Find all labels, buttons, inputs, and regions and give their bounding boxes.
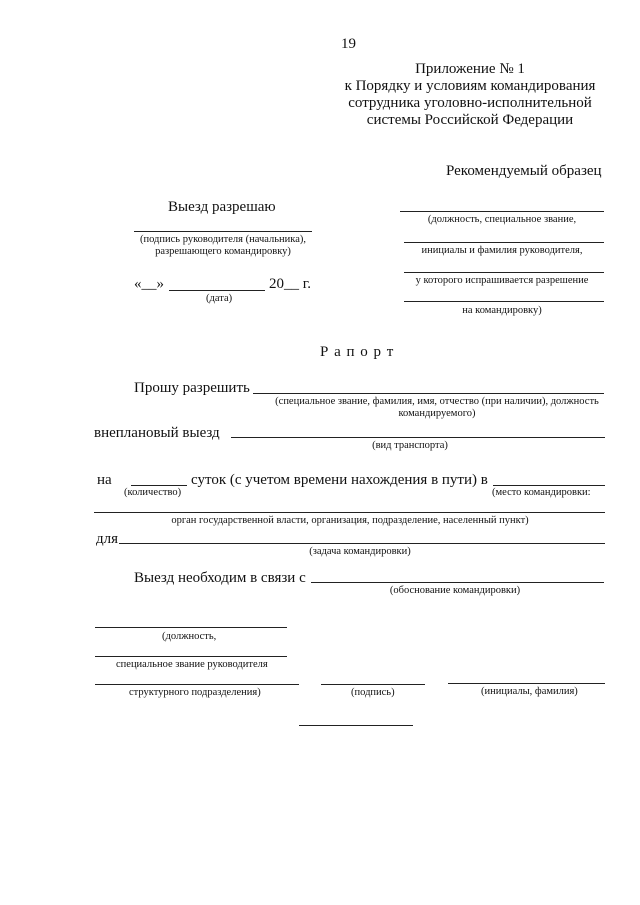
quantity-caption: (количество): [124, 487, 182, 498]
position-line: [95, 627, 287, 628]
appendix-line-2: сотрудника уголовно-исполнительной: [348, 95, 592, 111]
for-label: для: [96, 531, 119, 547]
signature-line: [321, 684, 425, 685]
organization-line: [94, 512, 605, 513]
closing-line: [299, 725, 413, 726]
name-line: [448, 683, 605, 684]
addressee-caption-2: инициалы и фамилия руководителя,: [421, 245, 583, 256]
task-line: [119, 543, 605, 544]
position-caption: (должность,: [162, 631, 217, 642]
approval-heading: Выезд разрешаю: [168, 199, 276, 215]
trip-label: внеплановый выезд: [94, 425, 220, 441]
addressee-caption-1: (должность, специальное звание,: [427, 214, 577, 225]
addressee-line-3: [404, 272, 604, 273]
reason-caption: (обоснование командировки): [389, 585, 521, 596]
approval-date-month-line: [169, 290, 265, 291]
approval-signature-line: [134, 231, 312, 232]
addressee-line-4: [404, 301, 604, 302]
appendix-line-3: системы Российской Федерации: [366, 112, 574, 128]
sample-label: Рекомендуемый образец: [446, 163, 602, 179]
place-line: [493, 485, 605, 486]
transport-line: [231, 437, 605, 438]
rank-line: [95, 656, 287, 657]
unit-line: [95, 684, 299, 685]
rank-caption: специальное звание руководителя: [116, 659, 268, 670]
request-label: Прошу разрешить: [134, 380, 250, 396]
request-caption-2: командируемого): [398, 408, 476, 419]
approval-date-year: 20__ г.: [269, 276, 311, 292]
addressee-caption-3: у которого испрашивается разрешение: [415, 275, 589, 286]
name-caption: (инициалы, фамилия): [481, 686, 578, 697]
approval-date-day: «__»: [134, 276, 164, 292]
approval-date-caption: (дата): [206, 293, 233, 304]
request-caption-1: (специальное звание, фамилия, имя, отчество (при наличии), должность: [275, 396, 599, 407]
appendix-line-1: к Порядку и условиям командирования: [344, 78, 596, 94]
addressee-caption-4: на командировку): [462, 305, 542, 316]
organization-caption: орган государственной власти, организация, подразделение, населенный пункт): [171, 515, 529, 526]
transport-caption: (вид транспорта): [372, 440, 448, 451]
task-caption: (задача командировки): [309, 546, 411, 557]
page-number: 19: [341, 36, 356, 52]
quantity-line: [131, 485, 187, 486]
unit-caption: структурного подразделения): [129, 687, 261, 698]
place-caption: (место командировки:: [492, 487, 591, 498]
report-title: Р а п о р т: [320, 344, 395, 360]
approval-sign-caption-2: разрешающего командировку): [155, 246, 291, 257]
on-label: на: [97, 472, 112, 488]
addressee-line-1: [400, 211, 604, 212]
request-line: [253, 393, 604, 394]
appendix-title: Приложение № 1: [415, 61, 525, 77]
reason-line: [311, 582, 604, 583]
addressee-line-2: [404, 242, 604, 243]
approval-sign-caption-1: (подпись руководителя (начальника),: [139, 234, 307, 245]
signature-caption: (подпись): [351, 687, 395, 698]
days-text: суток (с учетом времени нахождения в пути) в: [191, 472, 488, 488]
reason-label: Выезд необходим в связи с: [134, 570, 306, 586]
